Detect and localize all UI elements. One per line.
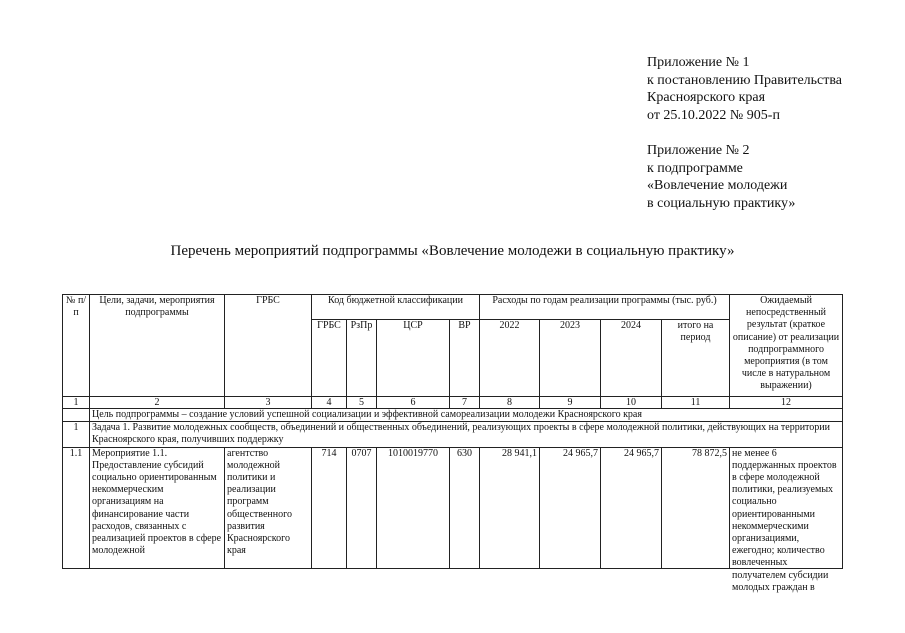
measure-2023: 24 965,7 (540, 447, 601, 568)
column-number: 1 (63, 397, 90, 409)
header-total: итого на период (662, 320, 730, 397)
document-title: Перечень мероприятий подпрограммы «Вовлечение молодежи в социальную практику» (170, 243, 735, 259)
appendix-1-line-3: Красноярского края (647, 90, 766, 105)
header-sub-vr: ВР (450, 320, 480, 397)
appendix-2-block (647, 142, 795, 212)
measure-2024: 24 965,7 (601, 447, 662, 568)
column-number: 9 (540, 397, 601, 409)
goal-row (63, 409, 843, 422)
column-number: 4 (312, 397, 347, 409)
header-sub-grbs: ГРБС (312, 320, 347, 397)
measure-name (90, 447, 225, 568)
measure-result (730, 447, 843, 593)
appendix-1-block (647, 54, 842, 124)
appendix-2-line-4: в социальную практику» (647, 195, 796, 211)
measure-rzpr-code: 0707 (347, 447, 377, 568)
task-text: Задача 1. Развитие молодежных сообществ, объединений и общественных объединений, реализующих проекты в сфере молодежной политики, действующих на территории Красноярского края, получивших поддержку (90, 422, 843, 447)
header-year-2023: 2023 (540, 320, 601, 397)
column-number: 5 (347, 397, 377, 409)
header-expenses: Расходы по годам реализации программы (тыс. руб.) (480, 295, 730, 320)
measure-result-text: не менее 6 поддержанных проектов в сфере молодежной политики, реализуемых социально ориентированными некоммерческими организациями, ежегодно; количество вовлеченных получателем субсидии молодых граждан в (732, 447, 837, 593)
appendix-2-line-2: к подпрограмме (647, 160, 743, 176)
header-row-1 (63, 295, 843, 320)
column-number: 6 (377, 397, 450, 409)
header-sub-rzpr: РзПр (347, 320, 377, 397)
header-year-2024: 2024 (601, 320, 662, 397)
task-row (63, 422, 843, 447)
measure-name-text: Мероприятие 1.1. Предоставление субсидий социально ориентированным некоммерческим организациям на финансирование части расходов, связанных с реализацией проектов в сфере молодежной (92, 447, 222, 557)
column-numbers-row (63, 397, 843, 409)
header-year-2022: 2022 (480, 320, 540, 397)
header-goals: Цели, задачи, мероприятия подпрограммы (90, 295, 225, 397)
column-number: 12 (730, 397, 843, 409)
column-number: 8 (480, 397, 540, 409)
measure-csr-code: 1010019770 (377, 447, 450, 568)
appendix-2-line-1: Приложение № 2 (647, 143, 750, 158)
appendix-1-line-1: Приложение № 1 (647, 55, 750, 70)
column-number: 10 (601, 397, 662, 409)
column-number: 3 (225, 397, 312, 409)
measure-num (63, 447, 90, 568)
measure-total: 78 872,5 (662, 447, 730, 568)
header-grbs: ГРБС (225, 295, 312, 397)
appendix-1-line-2: к постановлению Правительства (647, 72, 843, 88)
measure-2022: 28 941,1 (480, 447, 540, 568)
task-num: 1 (63, 422, 90, 447)
measure-vr-code: 630 (450, 447, 480, 568)
column-number: 7 (450, 397, 480, 409)
measure-num-text: 1.1 (69, 447, 83, 459)
header-num: № п/п (63, 295, 90, 397)
header-result: Ожидаемый непосредственный результат (краткое описание) от реализации подпрограммного мероприятия (в том числе в натуральном выражении) (730, 295, 843, 397)
measures-table (62, 294, 843, 593)
goal-text: Цель подпрограммы – создание условий успешной социализации и эффективной самореализации молодежи Красноярского края (90, 409, 843, 422)
measure-row (63, 447, 843, 568)
appendix-2-line-3: «Вовлечение молодежи (647, 178, 788, 193)
header-budget-code: Код бюджетной классификации (312, 295, 480, 320)
measure-grbs-name (225, 447, 312, 568)
column-number: 11 (662, 397, 730, 409)
header-sub-csr: ЦСР (377, 320, 450, 397)
measure-grbs-code: 714 (312, 447, 347, 568)
measure-grbs-name-text: агентство молодежной политики и реализации программ общественного развития Красноярского края (227, 447, 292, 557)
column-number: 2 (90, 397, 225, 409)
appendix-1-line-4: от 25.10.2022 № 905-п (647, 107, 780, 123)
